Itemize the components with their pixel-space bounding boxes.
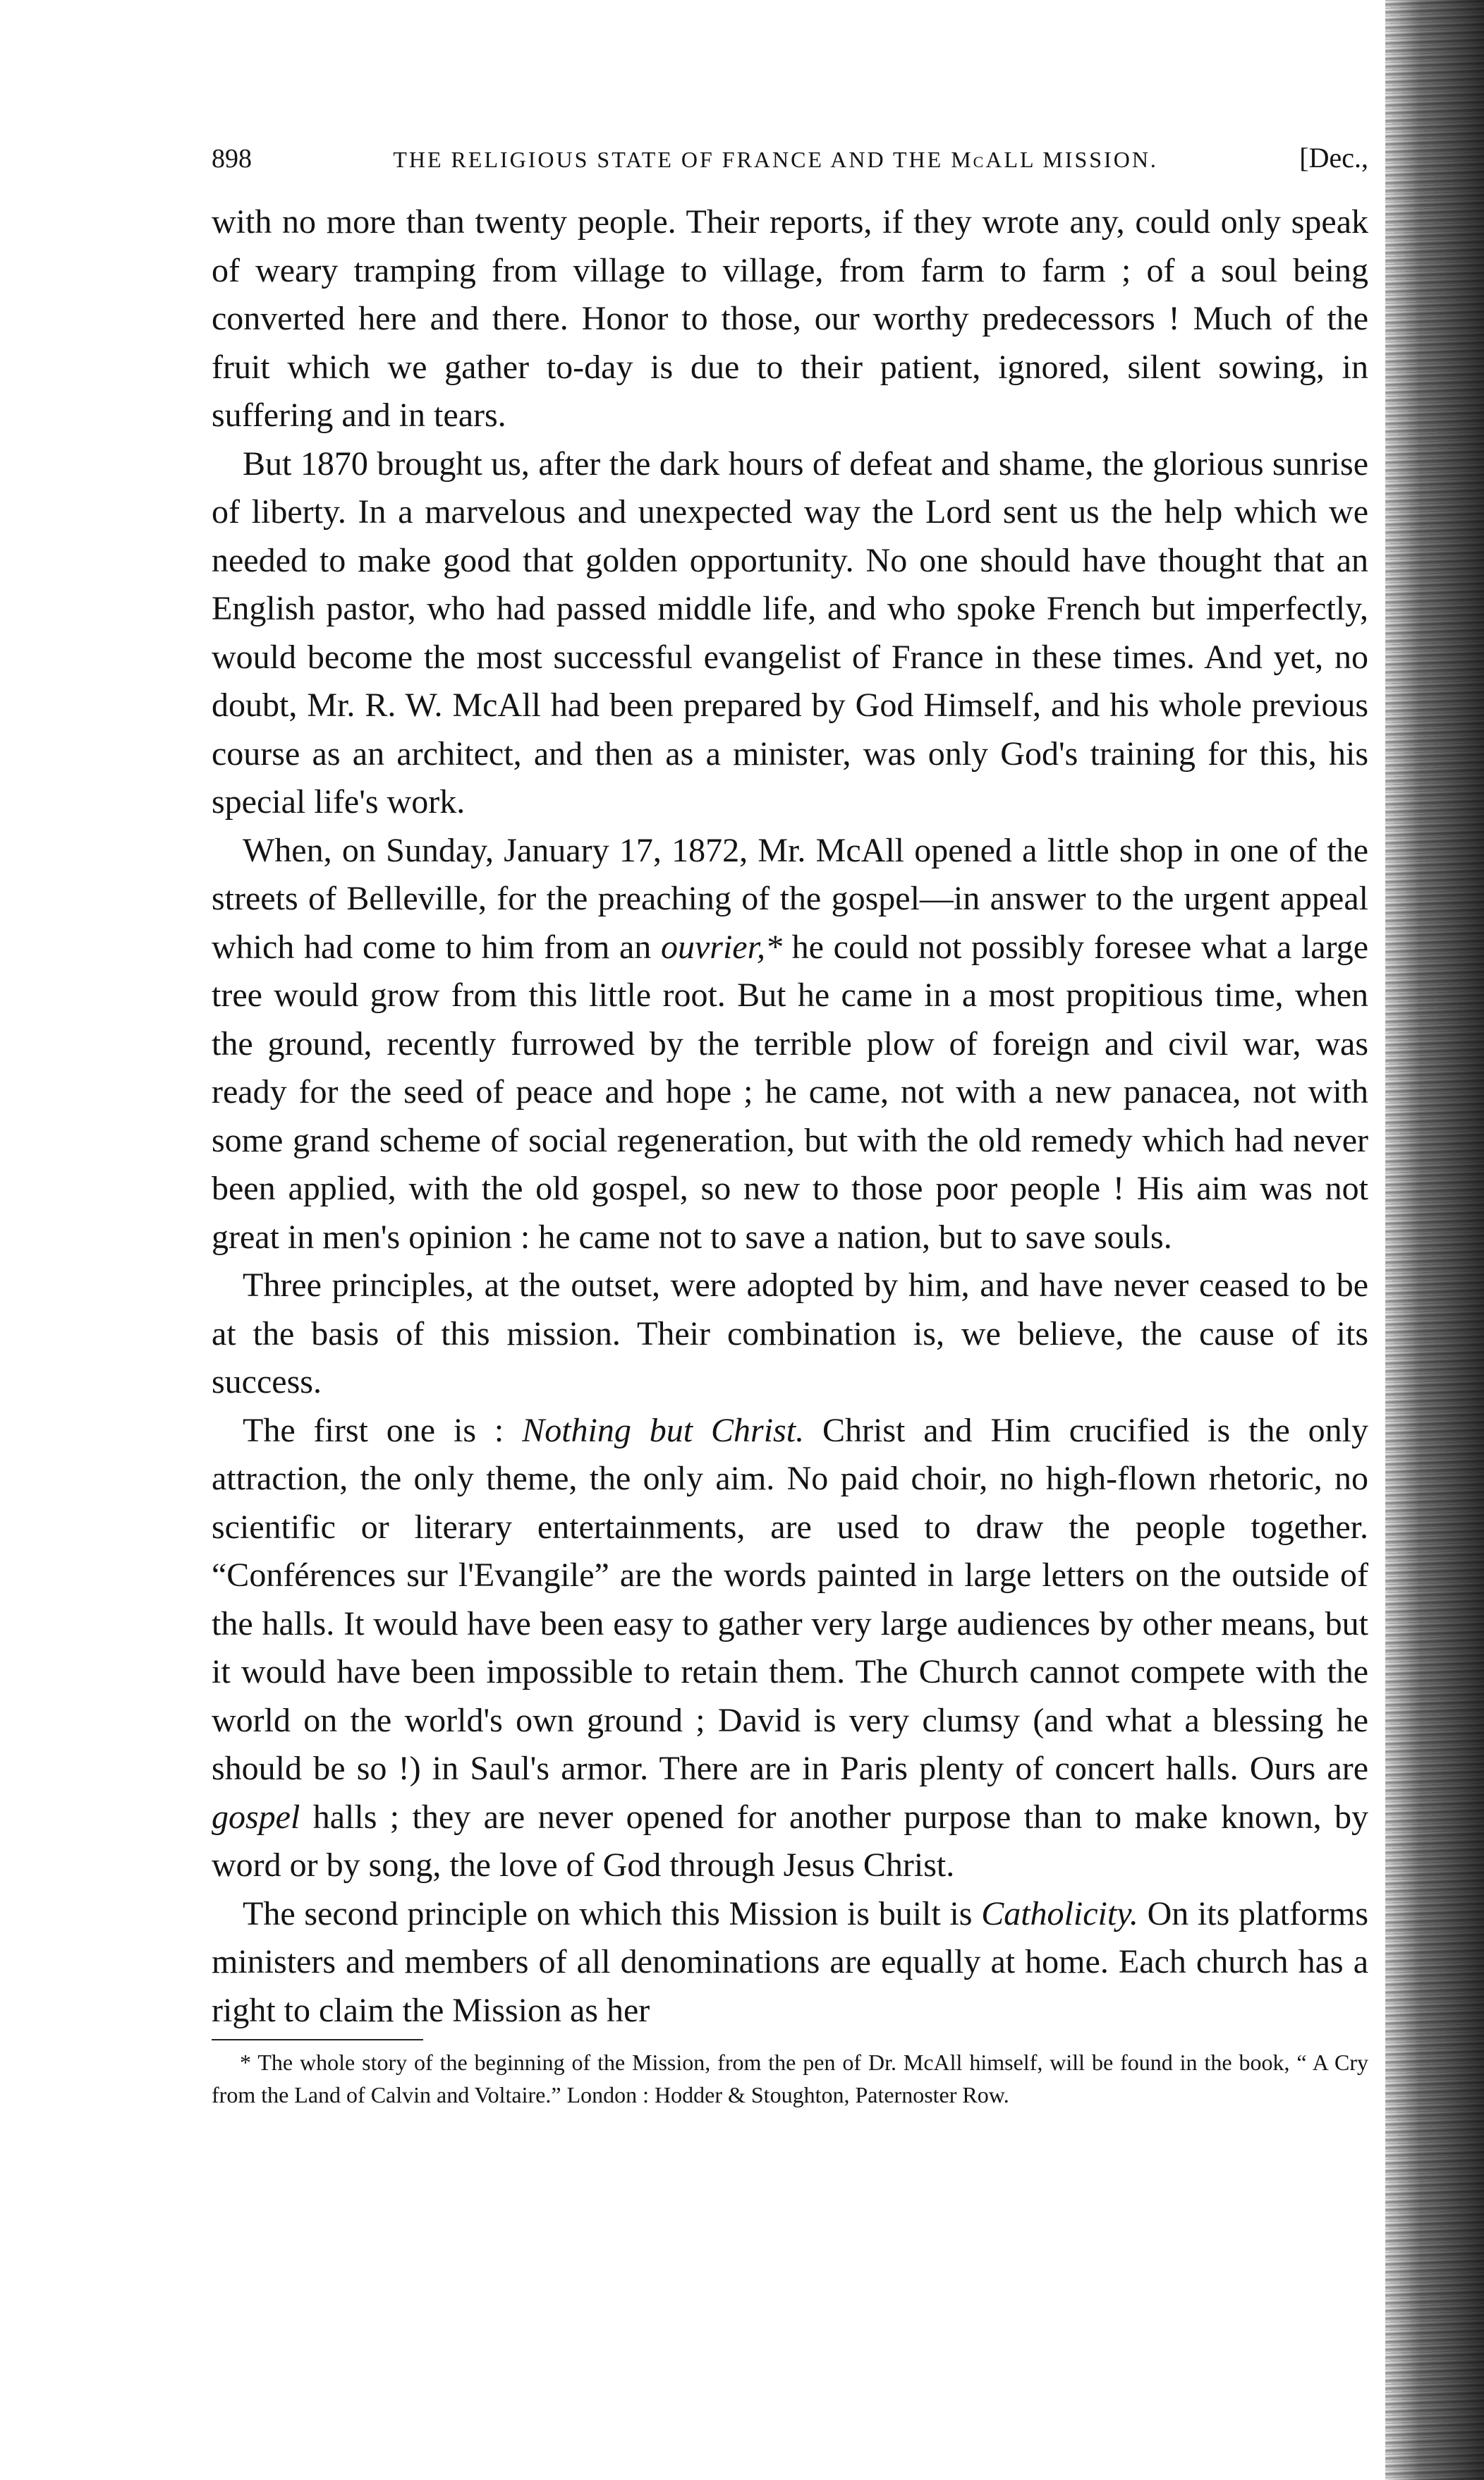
paragraph-2: But 1870 brought us, after the dark hours of defeat and shame, the glorious sunrise of liberty. In a marvelous and unexpected way the Lord sent us the help which we needed to make good that golden opportunity. No one should have thought that an English pastor, who had passed middle life, and who spoke French but imperfectly, would become the most successful evangelist of France in these times. And yet, no doubt, Mr. R. W. McAll had been prepared by God Himself, and his whole previous course as an architect, and then as a minister, was only God's training for this, his special life's work. xyxy=(212,444,1368,821)
nothing-but-christ-italic: Nothing but Christ. xyxy=(522,1411,805,1449)
paragraph-5 xyxy=(212,1407,1368,1890)
paragraph-3 xyxy=(212,827,1368,1262)
footnote-rule xyxy=(212,2039,423,2040)
book-page xyxy=(212,141,1368,2111)
gospel-italic: gospel xyxy=(212,1798,300,1836)
page-number: 898 xyxy=(212,144,252,174)
paragraph-6-part-2: On its platforms ministers and members of all denominations are equally at home. Each church has a right to claim the Mission as her xyxy=(212,1894,1368,2029)
running-date: [Dec., xyxy=(1299,142,1368,174)
paragraph-3-part-2: he could not possibly foresee what a large tree would grow from this little root. But he came in a most propitious time, when the ground, recently furrowed by the terrible plow of foreign and civil war, was ready for the seed of peace and hope ; he came, not with a new panacea, not with some grand scheme of social regeneration, but with the old remedy which had never been applied, with the old gospel, so new to those poor people ! His aim was not great in men's opinion : he came not to save a nation, but to save souls. xyxy=(212,928,1369,1256)
paragraph-5-part-3: halls ; they are never opened for another purpose than to make known, by word or by song, the love of God through Jesus Christ. xyxy=(212,1798,1368,1884)
paragraph-6 xyxy=(212,1890,1368,2036)
paragraph-4: Three principles, at the outset, were adopted by him, and have never ceased to be at the basis of this mission. Their combination is, we believe, the cause of its success. xyxy=(212,1266,1368,1401)
ouvrier-italic: ouvrier,* xyxy=(660,928,782,966)
page-edge-shadow xyxy=(1385,0,1484,2480)
paragraph-6-part-1: The second principle on which this Mission is built is xyxy=(243,1894,982,1932)
body-text xyxy=(212,198,1368,2035)
running-title: THE RELIGIOUS STATE OF FRANCE AND THE McALL MISSION. xyxy=(393,147,1158,172)
paragraph-5-part-1: The first one is : xyxy=(243,1411,523,1449)
paragraph-1: with no more than twenty people. Their reports, if they wrote any, could only speak of weary tramping from village to village, from farm to farm ; of a soul being converted here and there. Honor to those, our worthy predecessors ! Much of the fruit which we gather to-day is due to their patient, ignored, silent sowing, in suffering and in tears. xyxy=(212,203,1368,434)
paragraph-3-part-1: When, on Sunday, January 17, 1872, Mr. McAll opened a little shop in one of the streets of Belleville, for the preaching of the gospel—in answer to the urgent appeal which had come to him from an xyxy=(212,831,1368,966)
catholicity-italic: Catholicity. xyxy=(981,1894,1138,1932)
paragraph-5-part-2: Christ and Him crucified is the only attraction, the only theme, the only aim. No paid choir, no high-flown rhetoric, no scientific or literary entertainments, are used to draw the people together. “Conférences sur l'Evangile” are the words painted in large letters on the outside of the halls. It would have been easy to gather very large audiences by other means, but it would have been impossible to retain them. The Church cannot compete with the world on the world's own ground ; David is very clumsy (and what a blessing he should be so !) in Saul's armor. There are in Paris plenty of concert halls. Ours are xyxy=(212,1411,1369,1787)
running-head xyxy=(212,141,1368,174)
footnote: * The whole story of the beginning of the Mission, from the pen of Dr. McAll himself, will be found in the book, “ A Cry from the Land of Calvin and Voltaire.” London : Hodder & Stoughton, Paternoster Row. xyxy=(212,2050,1368,2107)
